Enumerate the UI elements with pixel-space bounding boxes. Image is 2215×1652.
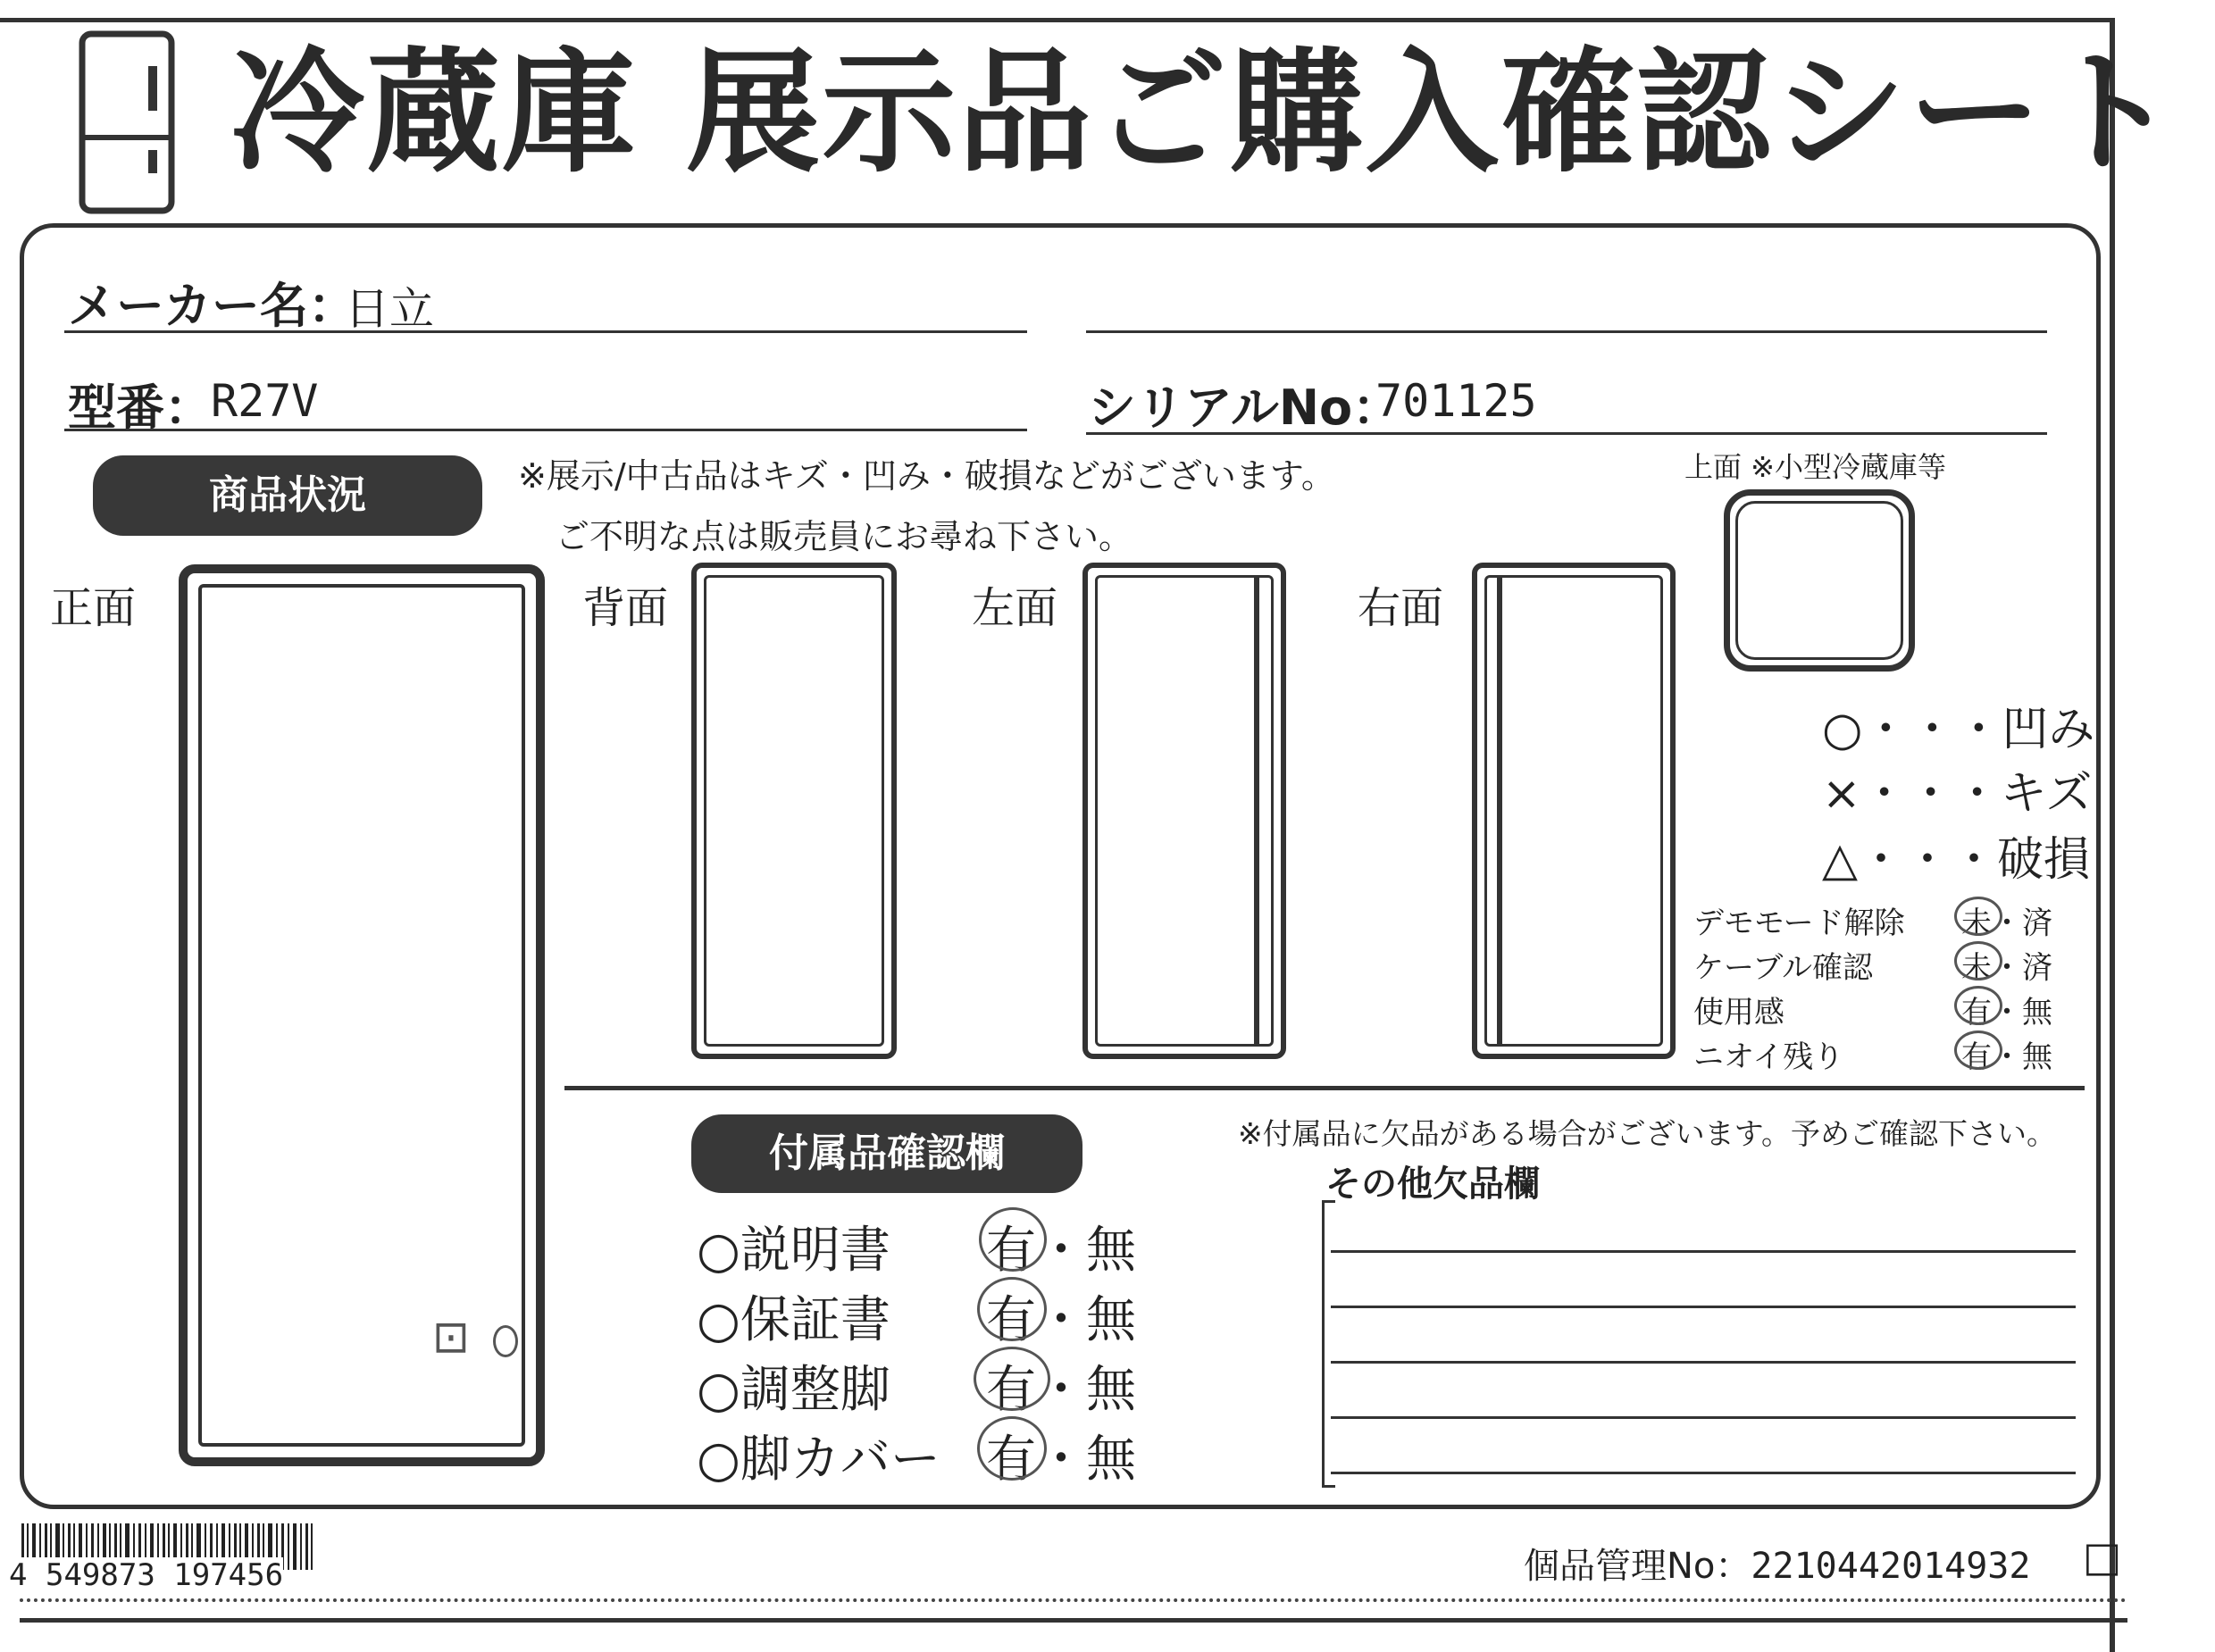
selected-circle	[977, 1416, 1047, 1481]
legend-damage: △・・・破損	[1822, 833, 2091, 887]
item-number-value: 2210442014932	[1751, 1546, 2031, 1587]
maker-value: 日立	[345, 283, 434, 335]
other-missing-line-1[interactable]	[1331, 1250, 2076, 1253]
accessory-leg-cover-label: ○脚カバー	[697, 1431, 940, 1489]
section-divider	[564, 1086, 2085, 1090]
model-underline	[64, 429, 1027, 431]
accessory-manual-options[interactable]: 有 ・無	[986, 1211, 1136, 1282]
bottom-border	[20, 1618, 2127, 1623]
face-back-label: 背面	[582, 583, 669, 633]
accessory-adjuster-label: ○調整脚	[697, 1361, 890, 1419]
accessory-warranty-options[interactable]: 有 ・無	[986, 1281, 1136, 1352]
model-label: 型番：	[68, 380, 213, 436]
back-diagram[interactable]	[691, 563, 897, 1059]
other-missing-bracket	[1322, 1200, 1335, 1488]
selected-circle	[979, 1207, 1047, 1272]
check-usage-options[interactable]: 有 ・無	[1961, 988, 2052, 1031]
barcode-number: 4 549873 197456	[9, 1557, 284, 1593]
other-missing-line-4[interactable]	[1331, 1416, 2076, 1419]
circle-symbol-icon: ○	[1822, 703, 1863, 756]
serial-underline	[1086, 432, 2047, 435]
accessories-heading: 付属品確認欄	[691, 1114, 1082, 1193]
front-mark: ⊡	[432, 1311, 470, 1363]
refrigerator-icon	[79, 30, 175, 214]
check-usage-label: 使用感	[1693, 995, 1785, 1030]
serial-label: シリアルNo：	[1088, 380, 1401, 436]
face-right-label: 右面	[1358, 583, 1444, 633]
selected-circle	[1954, 1030, 2002, 1070]
selected-circle	[977, 1277, 1047, 1341]
page-title: 冷蔵庫 展示品ご購入確認シート	[230, 36, 2180, 191]
footer-checkbox[interactable]: □	[2083, 1532, 2122, 1581]
right-diagram[interactable]	[1472, 563, 1676, 1059]
maker-underline	[64, 330, 1027, 333]
front-diagram[interactable]	[179, 564, 545, 1466]
perforation-line	[20, 1598, 2127, 1602]
face-front-label: 正面	[50, 583, 137, 633]
accessories-note: ※付属品に欠品がある場合がございます。予めご確認下さい。	[1238, 1116, 2057, 1151]
selected-circle	[1954, 941, 2002, 980]
condition-note-line1: ※展示/中古品はキズ・凹み・破損などがございます。	[518, 456, 1335, 496]
serial-value: 701125	[1375, 375, 1537, 427]
other-missing-line-5[interactable]	[1331, 1472, 2076, 1474]
check-cable-label: ケーブル確認	[1693, 950, 1873, 986]
check-demo-mode-options[interactable]: 未 ・済	[1961, 898, 2052, 942]
check-cable-options[interactable]: 未 ・済	[1961, 943, 2052, 987]
accessory-manual-label: ○説明書	[697, 1222, 890, 1280]
legend-scratch: ×・・・キズ	[1822, 767, 2093, 821]
face-left-label: 左面	[972, 583, 1058, 633]
selected-circle	[1954, 897, 2002, 936]
selected-circle	[974, 1347, 1050, 1411]
cross-symbol-icon: ×	[1822, 767, 1861, 821]
legend-dent: ○・・・凹み	[1822, 703, 2095, 756]
other-missing-line-3[interactable]	[1331, 1361, 2076, 1364]
item-number-label: 個品管理No：	[1524, 1546, 1751, 1587]
other-missing-heading: その他欠品欄	[1325, 1164, 1540, 1205]
check-odor-options[interactable]: 有 ・無	[1961, 1032, 2052, 1076]
top-diagram[interactable]	[1724, 489, 1915, 672]
front-mark-circle	[493, 1325, 518, 1357]
condition-heading: 商品状況	[93, 455, 482, 536]
blank-underline	[1086, 330, 2047, 333]
selected-circle	[1954, 986, 2002, 1025]
accessory-warranty-label: ○保証書	[697, 1291, 890, 1349]
accessory-leg-cover-options[interactable]: 有 ・無	[986, 1420, 1136, 1491]
left-diagram[interactable]	[1082, 563, 1286, 1059]
model-value: R27V	[211, 375, 319, 427]
accessory-adjuster-options[interactable]: 有 ・無	[986, 1350, 1136, 1422]
check-demo-mode-label: デモモード解除	[1693, 905, 1905, 941]
condition-note-line2: ご不明な点は販売員にお尋ね下さい。	[556, 517, 1133, 556]
triangle-symbol-icon: △	[1822, 833, 1858, 887]
maker-label: メーカー名：	[68, 278, 356, 334]
top-face-label: 上面 ※小型冷蔵庫等	[1684, 450, 1946, 484]
check-odor-label: ニオイ残り	[1693, 1039, 1844, 1075]
other-missing-line-2[interactable]	[1331, 1306, 2076, 1308]
item-number	[1524, 1538, 2030, 1589]
